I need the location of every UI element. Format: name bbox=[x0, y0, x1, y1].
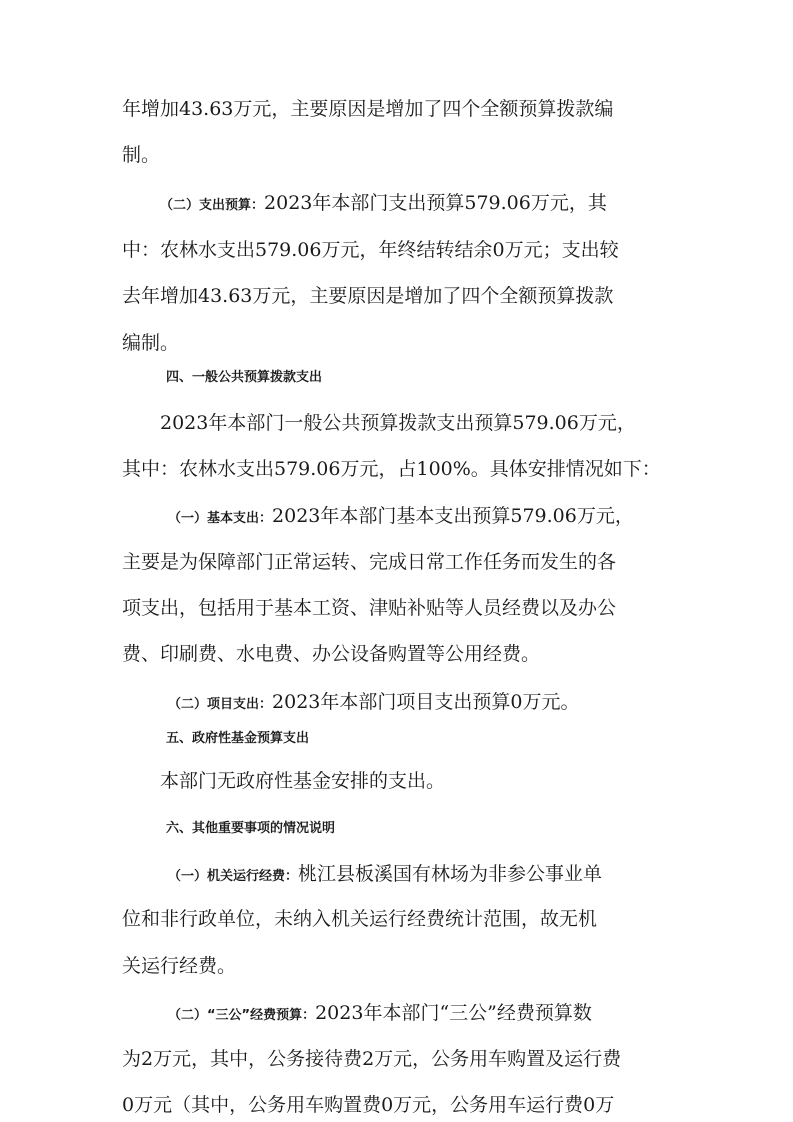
paragraph-line: 年增加43.63万元，主要原因是增加了四个全额预算拨款编 bbox=[122, 98, 614, 120]
paragraph-label: （一）机关运行经费： bbox=[168, 869, 299, 884]
paragraph-text: 2023年本部门项目支出预算0万元。 bbox=[272, 691, 580, 713]
paragraph-line: 其中：农林水支出579.06万元，占100%。具体安排情况如下： bbox=[122, 458, 661, 480]
paragraph-line bbox=[168, 1000, 592, 1029]
paragraph-line: 为2万元，其中，公务接待费2万元，公务用车购置及运行费 bbox=[122, 1048, 622, 1070]
paragraph-text: 桃江县板溪国有林场为非参公事业单 bbox=[298, 863, 603, 885]
paragraph-line: 本部门无政府性基金安排的支出。 bbox=[160, 770, 446, 792]
section-heading: 六、其他重要事项的情况说明 bbox=[166, 821, 336, 836]
paragraph-line: 2023年本部门一般公共预算拨款支出预算579.06万元， bbox=[160, 412, 636, 434]
paragraph-label: （二）支出预算： bbox=[160, 198, 265, 213]
paragraph-line: 0万元（其中，公务用车购置费0万元，公务用车运行费0万 bbox=[122, 1094, 615, 1116]
paragraph-line bbox=[168, 503, 634, 532]
paragraph-line bbox=[168, 689, 579, 718]
paragraph-line: 关运行经费。 bbox=[122, 955, 237, 977]
paragraph-line: 主要是为保障部门正常运转、完成日常工作任务而发生的各 bbox=[122, 551, 617, 573]
paragraph-line: 制。 bbox=[122, 144, 161, 166]
paragraph-line bbox=[160, 190, 607, 219]
paragraph-text: 2023年本部门“三公”经费预算数 bbox=[315, 1002, 592, 1024]
paragraph-line: 费、印刷费、水电费、办公设备购置等公用经费。 bbox=[122, 643, 541, 665]
paragraph-text: 2023年本部门支出预算579.06万元，其 bbox=[264, 192, 607, 214]
paragraph-line bbox=[168, 861, 602, 890]
paragraph-line: 中：农林水支出579.06万元，年终结转结余0万元；支出较 bbox=[122, 239, 619, 261]
paragraph-line: 位和非行政单位，未纳入机关运行经费统计范围，故无机 bbox=[122, 908, 598, 930]
paragraph-line: 编制。 bbox=[122, 332, 180, 354]
paragraph-label: （一）基本支出： bbox=[168, 511, 273, 526]
paragraph-label: （二）“三公”经费预算： bbox=[168, 1008, 316, 1023]
paragraph-text: 2023年本部门基本支出预算579.06万元， bbox=[272, 505, 634, 527]
paragraph-label: （二）项目支出： bbox=[168, 697, 273, 712]
paragraph-line: 项支出，包括用于基本工资、津贴补贴等人员经费以及办公 bbox=[122, 597, 617, 619]
section-heading: 四、一般公共预算拨款支出 bbox=[166, 370, 323, 385]
section-heading: 五、政府性基金预算支出 bbox=[166, 731, 310, 746]
paragraph-line: 去年增加43.63万元，主要原因是增加了四个全额预算拨款 bbox=[122, 285, 614, 307]
